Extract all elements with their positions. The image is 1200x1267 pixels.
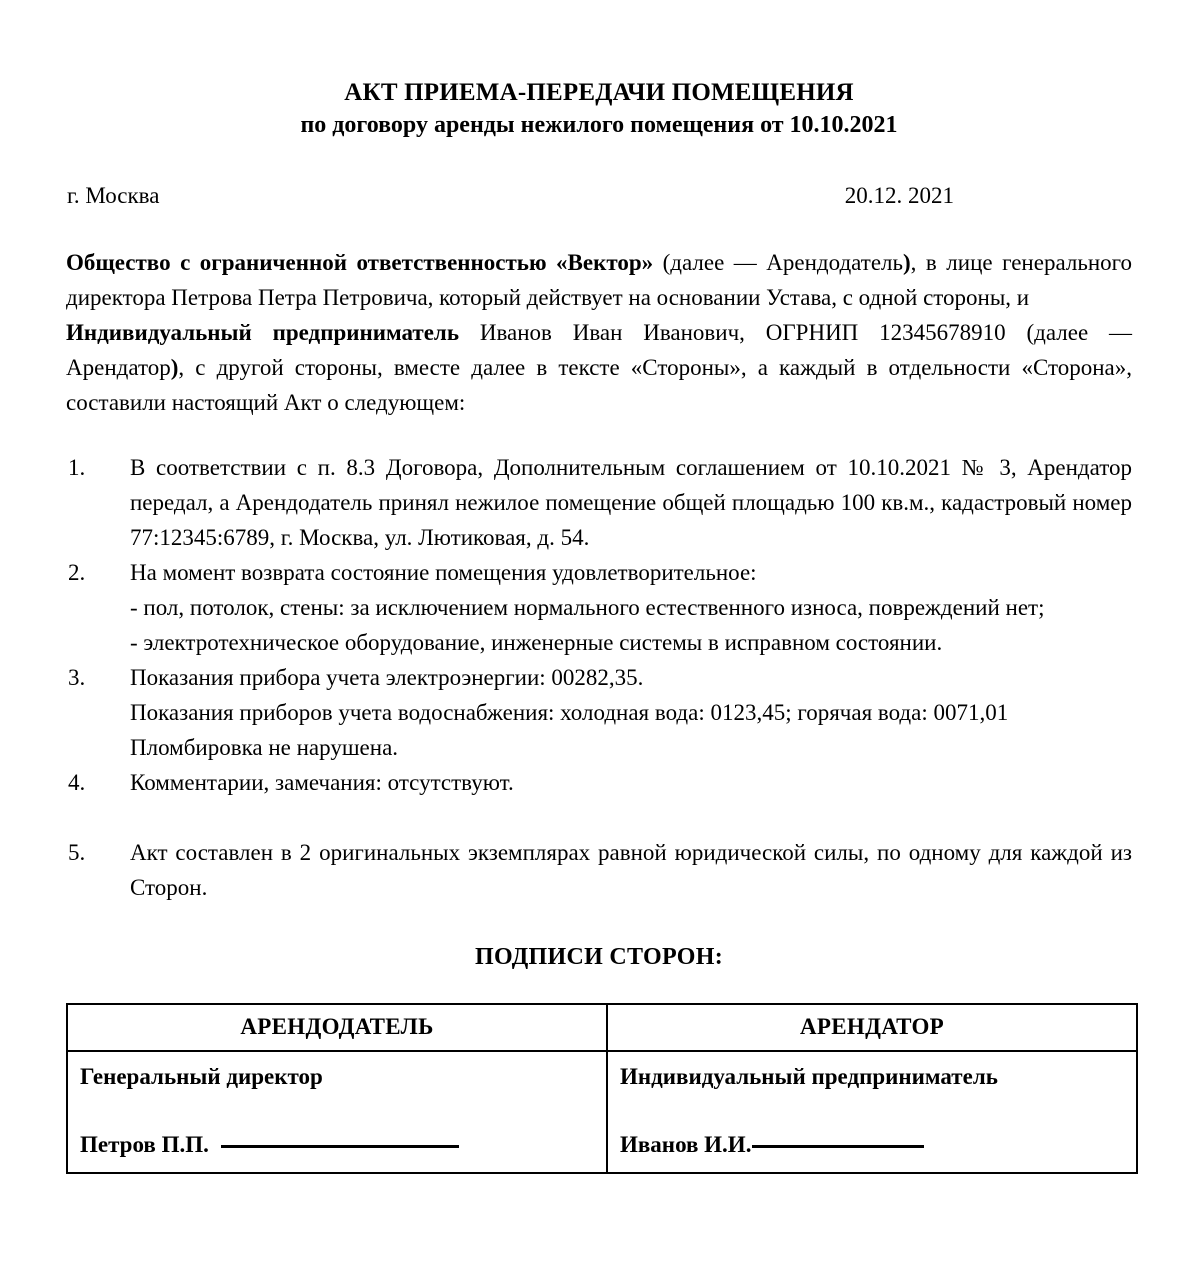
landlord-text-1: (далее — Арендодатель — [653, 250, 903, 275]
document-meta-row — [66, 181, 1132, 211]
signature-cell-landlord — [67, 1051, 607, 1173]
signature-role-landlord: Генеральный директор — [80, 1064, 323, 1089]
signatures-heading: ПОДПИСИ СТОРОН: — [474, 944, 724, 970]
document-title-line-1: АКТ ПРИЕМА-ПЕРЕДАЧИ ПОМЕЩЕНИЯ — [344, 79, 854, 106]
landlord-text-2: , в лице генерального директора Петрова Петра Петровича, который действует на основании Устава, с одной стороны, и — [66, 250, 1132, 310]
clause-3-seal-status: Пломбировка не нарушена. — [130, 735, 399, 760]
signatures-body-row — [67, 1051, 1137, 1173]
clause-item-1 — [66, 450, 1132, 555]
preamble-landlord-paragraph — [66, 245, 1132, 315]
landlord-close-paren: ) — [903, 250, 911, 275]
clause-item-3 — [66, 660, 1132, 765]
clause-text-2 — [130, 555, 1132, 660]
clause-2-subitem-1: - пол, потолок, стены: за исключением нормального естественного износа, повреждений нет; — [130, 595, 1045, 620]
tenant-text-2: , с другой стороны, вместе далее в тексте «Стороны», а каждый в отдельности «Сторона», составили настоящий Акт о следующем: — [66, 355, 1132, 415]
clause-number-2: 2. — [68, 560, 86, 585]
tenant-text-1: Иванов Иван Иванович, ОГРНИП 12345678910 (далее — Арендатор — [66, 320, 1132, 380]
document-city: г. Москва — [67, 183, 160, 208]
clause-list — [66, 450, 1132, 905]
clause-3-water-readings: Показания приборов учета водоснабжения: холодная вода: 0123,45; горячая вода: 0071,01 — [130, 700, 1009, 725]
clause-spacer — [66, 800, 1132, 835]
clause-text-3 — [130, 660, 1132, 765]
clause-2-subitem-2: - электротехническое оборудование, инженерные системы в исправном состоянии. — [130, 630, 943, 655]
preamble-block — [66, 245, 1132, 420]
preamble-tenant-paragraph — [66, 315, 1132, 420]
tenant-entity-type: Индивидуальный предприниматель — [66, 320, 459, 345]
document-title-block — [66, 0, 1132, 141]
signature-name-tenant: Иванов И.И. — [620, 1132, 752, 1157]
document-title-line-2: по договору аренды нежилого помещения от 10.10.2021 — [300, 112, 898, 138]
clause-item-4 — [66, 765, 1132, 800]
signatures-header-row — [67, 1004, 1137, 1051]
clause-number-3: 3. — [68, 665, 86, 690]
signature-line-landlord[interactable] — [221, 1145, 459, 1148]
clause-text-5: Акт составлен в 2 оригинальных экземплярах равной юридической силы, по одному для каждой из Сторон. — [130, 840, 1132, 900]
signature-column-header-tenant: АРЕНДАТОР — [607, 1004, 1137, 1051]
clause-text-4: Комментарии, замечания: отсутствуют. — [130, 770, 514, 795]
signature-cell-tenant — [607, 1051, 1137, 1173]
clause-item-2 — [66, 555, 1132, 660]
clause-number-4: 4. — [68, 770, 86, 795]
clause-3-electricity-reading: Показания прибора учета электроэнергии: 00282,35. — [130, 665, 644, 690]
clause-item-5 — [66, 835, 1132, 905]
document-date: 20.12. 2021 — [844, 183, 954, 208]
clause-text-1: В соответствии с п. 8.3 Договора, Дополнительным соглашением от 10.10.2021 № 3, Арендатор передал, а Арендодатель принял нежилое помещение общей площадью 100 кв.м., кадастровый номер 77:12345:6789, г. Москва, ул. Лютиковая, д. 54. — [130, 455, 1132, 550]
signature-name-row-landlord — [80, 1128, 606, 1162]
signature-name-row-tenant — [620, 1128, 1136, 1162]
tenant-close-paren: ) — [170, 355, 179, 380]
signature-role-tenant: Индивидуальный предприниматель — [620, 1064, 998, 1089]
clause-number-5: 5. — [68, 840, 86, 865]
signature-name-landlord: Петров П.П. — [80, 1132, 209, 1157]
clause-2-intro: На момент возврата состояние помещения удовлетворительное: — [130, 560, 757, 585]
clause-number-1: 1. — [68, 455, 86, 480]
signature-column-header-landlord: АРЕНДОДАТЕЛЬ — [67, 1004, 607, 1051]
landlord-company-name: Общество с ограниченной ответственностью «Вектор» — [66, 250, 654, 275]
signatures-table — [66, 1003, 1138, 1174]
signature-line-tenant[interactable] — [752, 1145, 924, 1148]
